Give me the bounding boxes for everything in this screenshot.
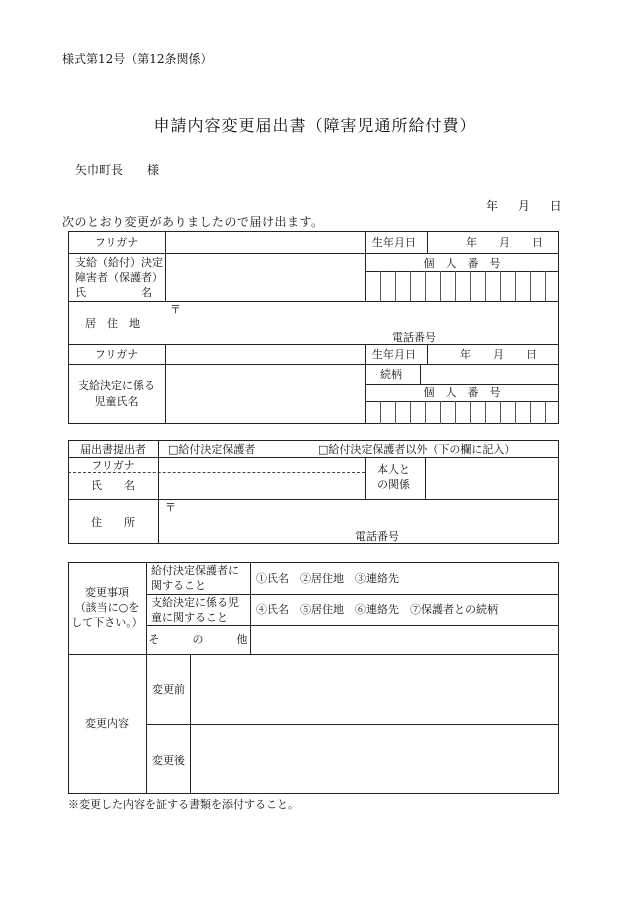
postal-mark: 〒 bbox=[170, 303, 181, 316]
child-birth-date-label: 生年月日 bbox=[372, 348, 416, 361]
row1-label-line1: 給付決定保護者に bbox=[151, 564, 239, 577]
change-content-label: 変更内容 bbox=[85, 717, 129, 730]
intro-text: 次のとおり変更がありましたので届け出ます。 bbox=[62, 215, 324, 229]
child-label-line2: 児童氏名 bbox=[94, 395, 139, 408]
after-label: 変更後 bbox=[152, 754, 185, 767]
row2-label-line2: 童に関すること bbox=[151, 611, 228, 624]
addressee: 矢巾町長 様 bbox=[75, 163, 160, 177]
other-label: そ の 他 bbox=[148, 633, 248, 646]
page-title: 申請内容変更届出書（障害児通所給付費） bbox=[153, 116, 477, 135]
change-items-line3: して下さい。） bbox=[71, 616, 143, 629]
row1-options[interactable]: ①氏名 ②居住地 ③連絡先 bbox=[256, 572, 399, 585]
submitter-furigana-label: フリガナ bbox=[91, 459, 135, 472]
date-line: 年 月 日 bbox=[486, 199, 562, 213]
submitter-address-label: 住 所 bbox=[91, 516, 135, 529]
change-items-line1: 変更事項 bbox=[85, 586, 129, 599]
relation-label-line1: 本人と bbox=[377, 463, 410, 476]
option-other-checkbox[interactable]: □給付決定保護者以外（下の欄に記入） bbox=[318, 443, 516, 456]
phone-label: 電話番号 bbox=[392, 331, 436, 344]
submitter-label: 届出書提出者 bbox=[80, 443, 146, 456]
child-furigana-label: フリガナ bbox=[94, 348, 139, 361]
holder-label-line1: 支給（給付）決定 bbox=[75, 256, 163, 269]
row2-label-line1: 支給決定に係る児 bbox=[151, 596, 239, 609]
personal-number-label: 個 人 番 号 bbox=[423, 257, 501, 270]
furigana-label: フリガナ bbox=[94, 236, 139, 249]
submitter-name-label: 氏 名 bbox=[91, 479, 135, 492]
option-guardian-checkbox[interactable]: □給付決定保護者 bbox=[168, 443, 256, 456]
holder-label-line3: 氏 名 bbox=[75, 286, 152, 299]
row2-options[interactable]: ④氏名 ⑤居住地 ⑥連絡先 ⑦保護者との続柄 bbox=[256, 603, 498, 616]
row1-label-line2: 関すること bbox=[151, 579, 206, 592]
child-birth-date-blank: 年 月 日 bbox=[460, 348, 537, 361]
change-items-line2: （該当に○を bbox=[74, 601, 140, 614]
birth-date-blank: 年 月 日 bbox=[466, 236, 543, 249]
child-personal-number-label: 個 人 番 号 bbox=[423, 386, 501, 399]
relation-label: 続柄 bbox=[380, 368, 402, 381]
relation-label-line2: の関係 bbox=[377, 478, 410, 491]
submitter-postal-mark: 〒 bbox=[165, 501, 176, 514]
holder-label-line2: 障害者（保護者） bbox=[75, 271, 163, 284]
before-label: 変更前 bbox=[152, 683, 185, 696]
residence-label: 居 住 地 bbox=[85, 317, 140, 330]
submitter-phone-label: 電話番号 bbox=[355, 530, 399, 543]
child-label-line1: 支給決定に係る bbox=[78, 379, 155, 392]
footnote: ※変更した内容を証する書類を添付すること。 bbox=[68, 798, 299, 811]
birth-date-label: 生年月日 bbox=[372, 236, 416, 249]
form-number: 様式第12号（第12条関係） bbox=[62, 52, 213, 66]
